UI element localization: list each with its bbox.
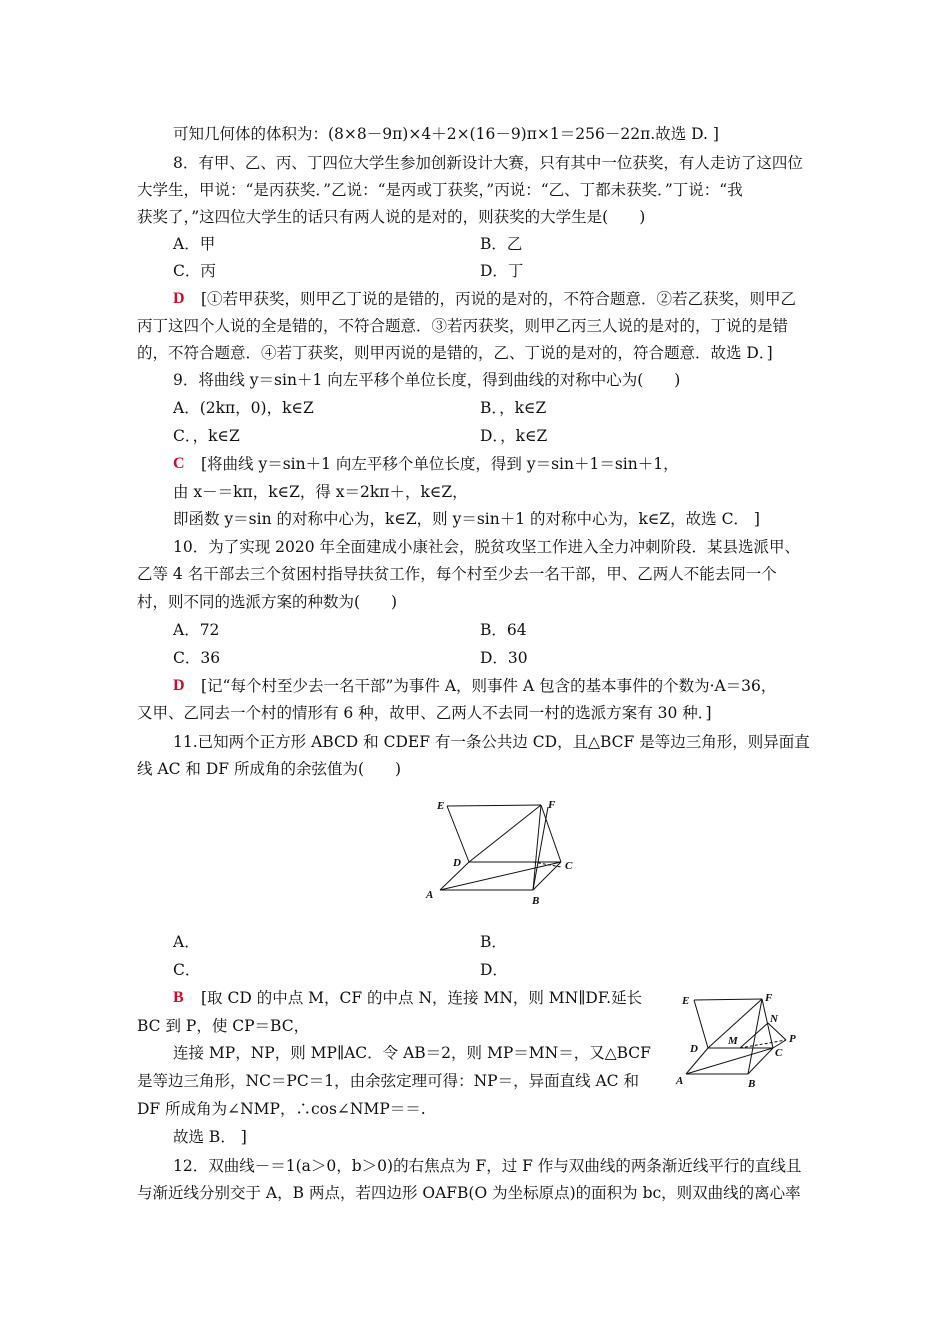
question-11-line: 线 AC 和 DF 所成角的余弦值为( ) xyxy=(137,760,402,778)
option-b: B． xyxy=(480,933,507,951)
question-10-line: 10．为了实现 2020 年全面建成小康社会，脱贫攻坚工作进入全力冲刺阶段．某县选派甲、 xyxy=(173,538,801,556)
question-12-line: 与渐近线分别交于 A，B 两点，若四边形 OAFB(O 为坐标原点)的面积为 bc，则双曲线的离心率 xyxy=(137,1184,801,1202)
prism-figure-with-midpoints xyxy=(672,988,812,1098)
prism-figure xyxy=(420,795,580,913)
answer-letter: C xyxy=(173,455,185,472)
label-c: C xyxy=(775,1047,783,1059)
option-a: A．(2kπ，0)，k∈Z xyxy=(173,399,314,417)
question-10-line: 村，则不同的选派方案的种数为( ) xyxy=(137,593,398,611)
option-b: B．，k∈Z xyxy=(480,399,547,417)
option-c: C．36 xyxy=(173,649,221,667)
solution-line: [①若甲获奖，则甲乙丁说的是错的，丙说的是对的，不符合题意．②若乙获奖，则甲乙 xyxy=(201,290,797,308)
label-f: F xyxy=(765,992,773,1004)
label-c: C xyxy=(565,860,573,872)
option-d: D．丁 xyxy=(480,262,524,280)
option-a: A． xyxy=(173,933,200,951)
label-f: F xyxy=(548,799,556,811)
option-c: C．丙 xyxy=(173,262,216,280)
option-d: D．30 xyxy=(480,649,528,667)
option-d: D． xyxy=(480,961,508,979)
question-8-line: 8．有甲、乙、丙、丁四位大学生参加创新设计大赛，只有其中一位获奖，有人走访了这四位 xyxy=(173,154,803,172)
edge-ef xyxy=(447,805,541,806)
question-8-line: 大学生，甲说：“是丙获奖．”乙说：“是丙或丁获奖，”丙说：“乙、丁都未获奖．”丁说：“我 xyxy=(137,181,743,199)
solution-line: 丙丁这四个人说的全是错的，不符合题意．③若丙获奖，则甲乙丙三人说的是对的，丁说的是错 xyxy=(137,317,789,335)
question-9-line: 9．将曲线 y＝sin＋1 向左平移个单位长度，得到曲线的对称中心为( ) xyxy=(173,371,681,389)
solution-line: 即函数 y＝sin 的对称中心为，k∈Z，则 y＝sin＋1 的对称中心为，k∈Z，故选 C． ] xyxy=(173,510,760,528)
edge-ed xyxy=(447,806,469,862)
solution-line: BC 到 P，使 CP＝BC， xyxy=(137,1017,310,1035)
option-c: C．，k∈Z xyxy=(173,427,240,445)
option-b: B．64 xyxy=(480,621,527,639)
solution-line: [记“每个村至少去一名干部”为事件 A，则事件 A 包含的基本事件的个数为·A＝36， xyxy=(201,677,777,695)
option-a: A．甲 xyxy=(173,235,216,253)
solution-line: 的，不符合题意．④若丁获奖，则甲丙说的是错的，乙、丁说的是对的，符合题意．故选 D．] xyxy=(137,344,773,362)
solution-line: 又甲、乙同去一个村的情形有 6 种，故甲、乙两人不去同一村的选派方案有 30 种．] xyxy=(137,704,712,722)
question-12-line: 12．双曲线－＝1(a＞0，b＞0)的右焦点为 F，过 F 作与双曲线的两条渐近线平行的直线且 xyxy=(173,1157,802,1175)
label-d: D xyxy=(690,1043,698,1055)
question-8-line: 获奖了，”这四位大学生的话只有两人说的是对的，则获奖的大学生是( ) xyxy=(137,208,646,226)
label-a: A xyxy=(426,889,434,901)
answer-letter: D xyxy=(173,677,185,694)
edge-fd xyxy=(469,805,541,862)
solution-line: 是等边三角形，NC＝PC＝1，由余弦定理可得：NP＝，异面直线 AC 和 xyxy=(137,1072,639,1090)
option-c: C． xyxy=(173,961,201,979)
solution-line: DF 所成角为∠NMP，∴cos∠NMP＝＝. xyxy=(137,1100,426,1118)
edge-fb xyxy=(533,805,541,890)
label-p: P xyxy=(789,1033,796,1045)
label-n: N xyxy=(770,1013,778,1025)
option-b: B．乙 xyxy=(480,235,523,253)
option-d: D．，k∈Z xyxy=(480,427,548,445)
label-a: A xyxy=(676,1075,684,1087)
label-b: B xyxy=(748,1078,756,1090)
solution-line: 由 x－＝kπ，k∈Z，得 x＝2kπ＋，k∈Z， xyxy=(173,483,468,501)
answer-letter: D xyxy=(173,290,185,307)
label-m: M xyxy=(728,1035,738,1047)
solution-line: [取 CD 的中点 M，CF 的中点 N，连接 MN，则 MN∥DF.延长 xyxy=(201,989,643,1007)
label-d: D xyxy=(453,857,461,869)
question-10-line: 乙等 4 名干部去三个贫困村指导扶贫工作，每个村至少去一名干部，甲、乙两人不能去同一个 xyxy=(137,565,777,583)
solution-line: [将曲线 y＝sin＋1 向左平移个单位长度，得到 y＝sin＋1＝sin＋1， xyxy=(201,455,679,473)
answer-letter: B xyxy=(173,989,184,1006)
solution-line: 故选 B． ] xyxy=(173,1128,247,1146)
edge-ed xyxy=(694,1000,708,1048)
label-e: E xyxy=(682,995,690,1007)
label-e: E xyxy=(437,800,445,812)
solution-line: 连接 MP，NP，则 MP∥AC．令 AB＝2，则 MP＝MN＝，又△BCF xyxy=(173,1044,651,1062)
option-a: A．72 xyxy=(173,621,220,639)
edge-ef xyxy=(694,999,762,1000)
edge-fc xyxy=(541,805,561,862)
text-line: 可知几何体的体积为：(8×8－9π)×4＋2×(16－9)π×1＝256－22π.故选 D. ] xyxy=(173,125,719,143)
question-11-line: 11.已知两个正方形 ABCD 和 CDEF 有一条公共边 CD，且△BCF 是等边三角形，则异面直 xyxy=(173,733,810,751)
label-b: B xyxy=(532,895,540,907)
